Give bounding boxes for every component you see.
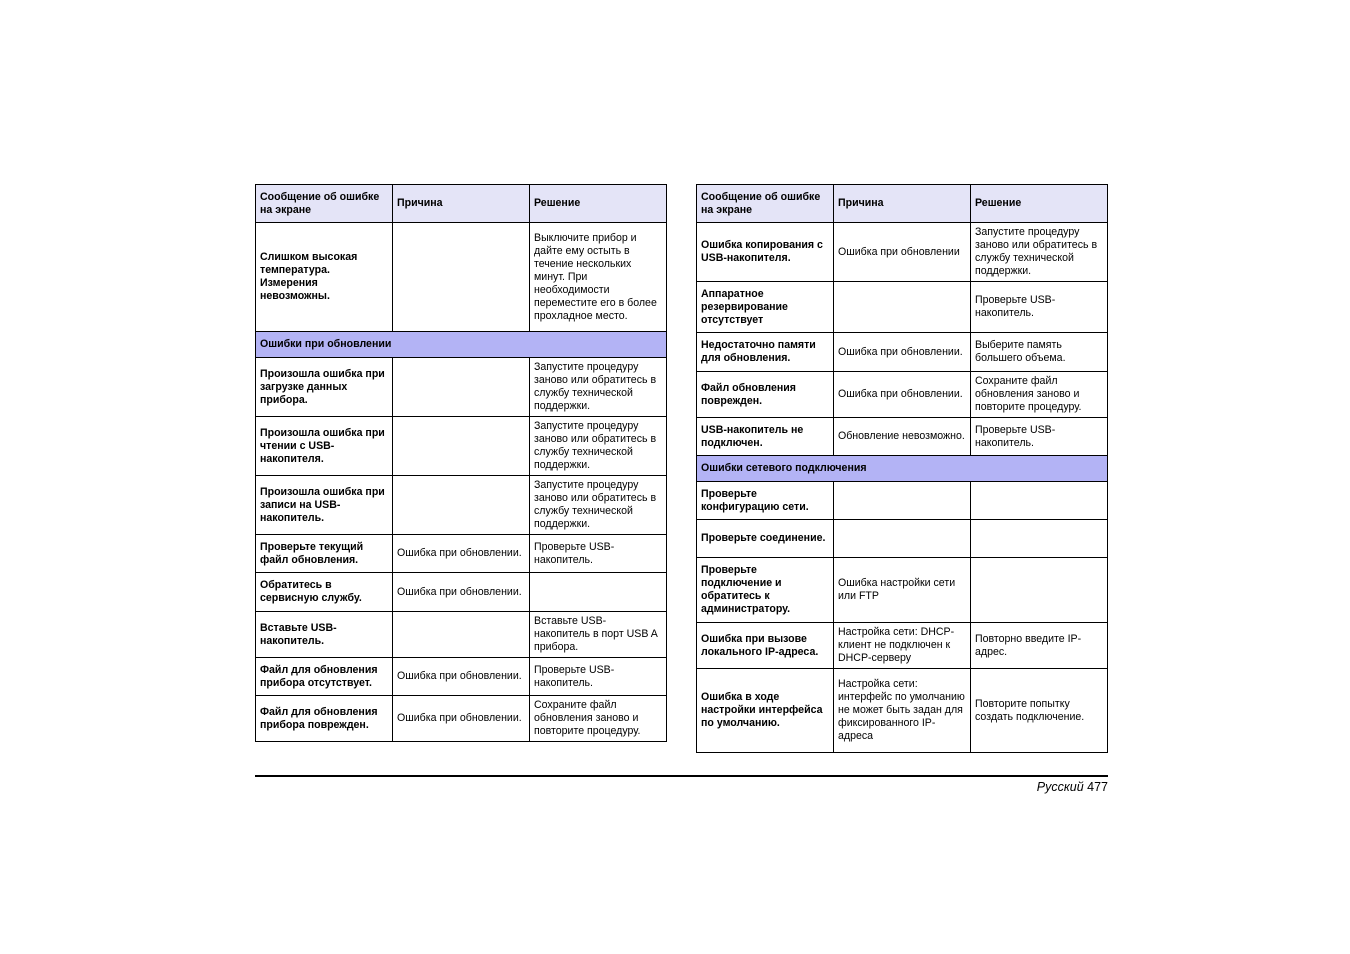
solution-cell: [971, 520, 1108, 558]
cause-cell: Ошибка при обновлении.: [393, 696, 530, 742]
cause-cell: Ошибка при обновлении.: [393, 658, 530, 696]
header-message: Сообщение об ошибке на экране: [256, 185, 393, 223]
table-row: [697, 623, 1108, 669]
cause-cell: [393, 612, 530, 658]
solution-cell: Выключите прибор и дайте ему остыть в течение нескольких минут. При необходимости переместите его в более прохладное место.: [530, 223, 667, 332]
error-table-left: [255, 184, 667, 742]
footer-language: Русский: [1036, 780, 1084, 794]
table-row: [256, 612, 667, 658]
cause-cell: Ошибка при обновлении.: [834, 333, 971, 372]
solution-cell: Повторите попытку создать подключение.: [971, 669, 1108, 753]
table-row: [256, 358, 667, 417]
solution-cell: Проверьте USB-накопитель.: [971, 282, 1108, 333]
error-message-cell: Произошла ошибка при загрузке данных прибора.: [256, 358, 393, 417]
solution-cell: Сохраните файл обновления заново и повторите процедуру.: [971, 372, 1108, 418]
cause-cell: [393, 417, 530, 476]
solution-cell: Запустите процедуру заново или обратитесь в службу технической поддержки.: [530, 476, 667, 535]
error-message-cell: Слишком высокая температура. Измерения невозможны.: [256, 223, 393, 332]
solution-cell: [971, 558, 1108, 623]
solution-cell: Запустите процедуру заново или обратитесь в службу технической поддержки.: [530, 417, 667, 476]
table-row: [697, 282, 1108, 333]
error-message-cell: Проверьте конфигурацию сети.: [697, 482, 834, 520]
cause-cell: Ошибка при обновлении: [834, 223, 971, 282]
solution-cell: Запустите процедуру заново или обратитесь в службу технической поддержки.: [530, 358, 667, 417]
error-message-cell: USB-накопитель не подключен.: [697, 418, 834, 456]
cause-cell: Ошибка настройки сети или FTP: [834, 558, 971, 623]
cause-cell: [393, 358, 530, 417]
table-row: [697, 669, 1108, 753]
cause-cell: Ошибка при обновлении.: [834, 372, 971, 418]
table-row: [697, 558, 1108, 623]
cause-cell: [393, 476, 530, 535]
header-cause: Причина: [393, 185, 530, 223]
header-solution: Решение: [530, 185, 667, 223]
cause-cell: Настройка сети: интерфейс по умолчанию не может быть задан для фиксированного IP-адреса: [834, 669, 971, 753]
error-message-cell: Ошибка при вызове локального IP-адреса.: [697, 623, 834, 669]
error-message-cell: Аппаратное резервирование отсутствует: [697, 282, 834, 333]
error-message-cell: Файл для обновления прибора поврежден.: [256, 696, 393, 742]
footer-divider: [255, 775, 1108, 777]
table-row: [256, 476, 667, 535]
solution-cell: Проверьте USB-накопитель.: [530, 658, 667, 696]
table-row: [256, 696, 667, 742]
table-header-row: [256, 185, 667, 223]
solution-cell: Запустите процедуру заново или обратитесь в службу технической поддержки.: [971, 223, 1108, 282]
error-message-cell: Недостаточно памяти для обновления.: [697, 333, 834, 372]
error-message-cell: Обратитесь в сервисную службу.: [256, 573, 393, 612]
solution-cell: [530, 573, 667, 612]
error-message-cell: Проверьте текущий файл обновления.: [256, 535, 393, 573]
table-row: [697, 372, 1108, 418]
table-row: [697, 520, 1108, 558]
cause-cell: Обновление невозможно.: [834, 418, 971, 456]
error-message-cell: Произошла ошибка при записи на USB-накопитель.: [256, 476, 393, 535]
section-title: Ошибки при обновлении: [256, 332, 667, 358]
table-row: [256, 535, 667, 573]
solution-cell: Проверьте USB-накопитель.: [530, 535, 667, 573]
page-footer: [1037, 780, 1108, 794]
cause-cell: Ошибка при обновлении.: [393, 573, 530, 612]
error-table-right: [696, 184, 1108, 753]
solution-cell: Выберите память большего объема.: [971, 333, 1108, 372]
error-message-cell: Файл для обновления прибора отсутствует.: [256, 658, 393, 696]
error-message-cell: Вставьте USB-накопитель.: [256, 612, 393, 658]
table-row: [697, 223, 1108, 282]
table-row: [256, 417, 667, 476]
header-solution: Решение: [971, 185, 1108, 223]
table-row: [256, 223, 667, 332]
error-message-cell: Ошибка копирования с USB-накопителя.: [697, 223, 834, 282]
table-row: [697, 333, 1108, 372]
solution-cell: Проверьте USB-накопитель.: [971, 418, 1108, 456]
table-row: [697, 418, 1108, 456]
cause-cell: Ошибка при обновлении.: [393, 535, 530, 573]
error-message-cell: Проверьте соединение.: [697, 520, 834, 558]
cause-cell: Настройка сети: DHCP-клиент не подключен к DHCP-серверу: [834, 623, 971, 669]
section-row: [256, 332, 667, 358]
table-row: [697, 482, 1108, 520]
page-number: 477: [1087, 780, 1108, 794]
table-row: [256, 573, 667, 612]
solution-cell: Вставьте USB-накопитель в порт USB A прибора.: [530, 612, 667, 658]
cause-cell: [834, 282, 971, 333]
error-message-cell: Произошла ошибка при чтении с USB-накопителя.: [256, 417, 393, 476]
header-message: Сообщение об ошибке на экране: [697, 185, 834, 223]
table-row: [256, 658, 667, 696]
cause-cell: [393, 223, 530, 332]
cause-cell: [834, 520, 971, 558]
error-message-cell: Ошибка в ходе настройки интерфейса по умолчанию.: [697, 669, 834, 753]
solution-cell: Повторно введите IP-адрес.: [971, 623, 1108, 669]
header-cause: Причина: [834, 185, 971, 223]
section-title: Ошибки сетевого подключения: [697, 456, 1108, 482]
cause-cell: [834, 482, 971, 520]
solution-cell: Сохраните файл обновления заново и повторите процедуру.: [530, 696, 667, 742]
section-row: [697, 456, 1108, 482]
solution-cell: [971, 482, 1108, 520]
error-message-cell: Проверьте подключение и обратитесь к администратору.: [697, 558, 834, 623]
error-message-cell: Файл обновления поврежден.: [697, 372, 834, 418]
table-header-row: [697, 185, 1108, 223]
